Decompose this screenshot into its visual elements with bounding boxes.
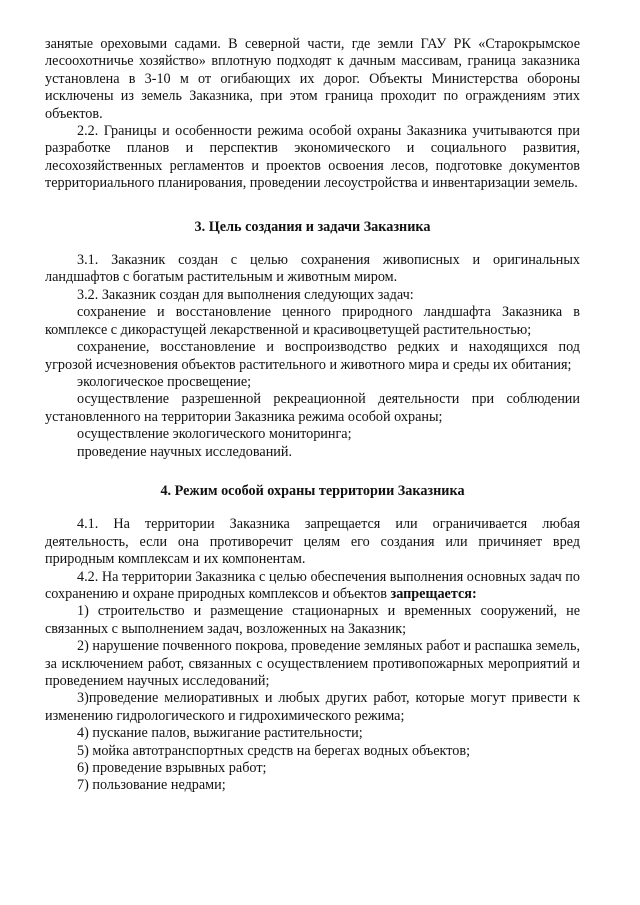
paragraph-4-2-text: 4.2. На территории Заказника с целью обеспечения выполнения основных задач по сохранению и охране природных комплексов и объектов (45, 568, 580, 602)
paragraph-3-2: 3.2. Заказник создан для выполнения следующих задач: (77, 286, 414, 303)
prohibition-item: 2) нарушение почвенного покрова, проведение земляных работ и распашка земель, за исключением работ, связанных с осуществлением противопожарных мероприятий и проведением научных исследований; (45, 638, 580, 689)
prohibition-item: 3)проведение мелиоративных и любых других работ, которые могут привести к изменению гидрологического и гидрохимического режима; (45, 690, 580, 724)
section-4-heading: 4. Режим особой охраны территории Заказника (160, 482, 465, 499)
section-3-heading: 3. Цель создания и задачи Заказника (194, 218, 431, 235)
prohibition-item: 6) проведение взрывных работ; (77, 760, 267, 777)
prohibition-item: 7) пользование недрами; (77, 777, 226, 794)
prohibited-label: запрещается: (390, 585, 477, 602)
task-item: осуществление экологического мониторинга; (77, 426, 352, 443)
task-item: сохранение, восстановление и воспроизводство редких и находящихся под угрозой исчезновения объектов растительного и животного мира и среды их обитания; (45, 339, 580, 373)
task-item: сохранение и восстановление ценного природного ландшафта Заказника в комплексе с дикорастущей лекарственной и красивоцветущей растительностью; (45, 304, 580, 338)
task-item: экологическое просвещение; (77, 373, 252, 390)
paragraph-3-1: 3.1. Заказник создан с целью сохранения живописных и оригинальных ландшафтов с богатым растительным и животным миром. (45, 252, 580, 286)
task-item: осуществление разрешенной рекреационной деятельности при соблюдении установленного на территории Заказника режима особой охраны; (45, 391, 580, 425)
paragraph-boundary-continuation: занятые ореховыми садами. В северной части, где земли ГАУ РК «Старокрымское лесоохотничье хозяйство» вплотную подходят к дачным массивам, граница заказника установлена в 3-10 м от огибающих их дорог. Объекты Министерства обороны исключены из земель Заказника, при этом граница проходит по ограждениям этих объектов. (45, 36, 580, 122)
prohibition-item: 5) мойка автотранспортных средств на берегах водных объектов; (77, 742, 471, 759)
prohibition-item: 4) пускание палов, выжигание растительности; (77, 725, 363, 742)
paragraph-4-2 (45, 569, 580, 604)
task-item: проведение научных исследований. (77, 443, 293, 460)
document-page (45, 36, 580, 795)
prohibition-item: 1) строительство и размещение стационарных и временных сооружений, не связанных с выполнением задач, возложенных на Заказник; (45, 603, 580, 637)
paragraph-2-2: 2.2. Границы и особенности режима особой охраны Заказника учитываются при разработке планов и перспектив экономического и социального развития, лесохозяйственных регламентов и проектов освоения лесов, подготовке документов территориального планирования, проведении лесоустройства и инвентаризации земель. (45, 123, 580, 192)
paragraph-4-1: 4.1. На территории Заказника запрещается или ограничивается любая деятельность, если она противоречит целям его создания или причиняет вред природным комплексам и их компонентам. (45, 516, 580, 568)
